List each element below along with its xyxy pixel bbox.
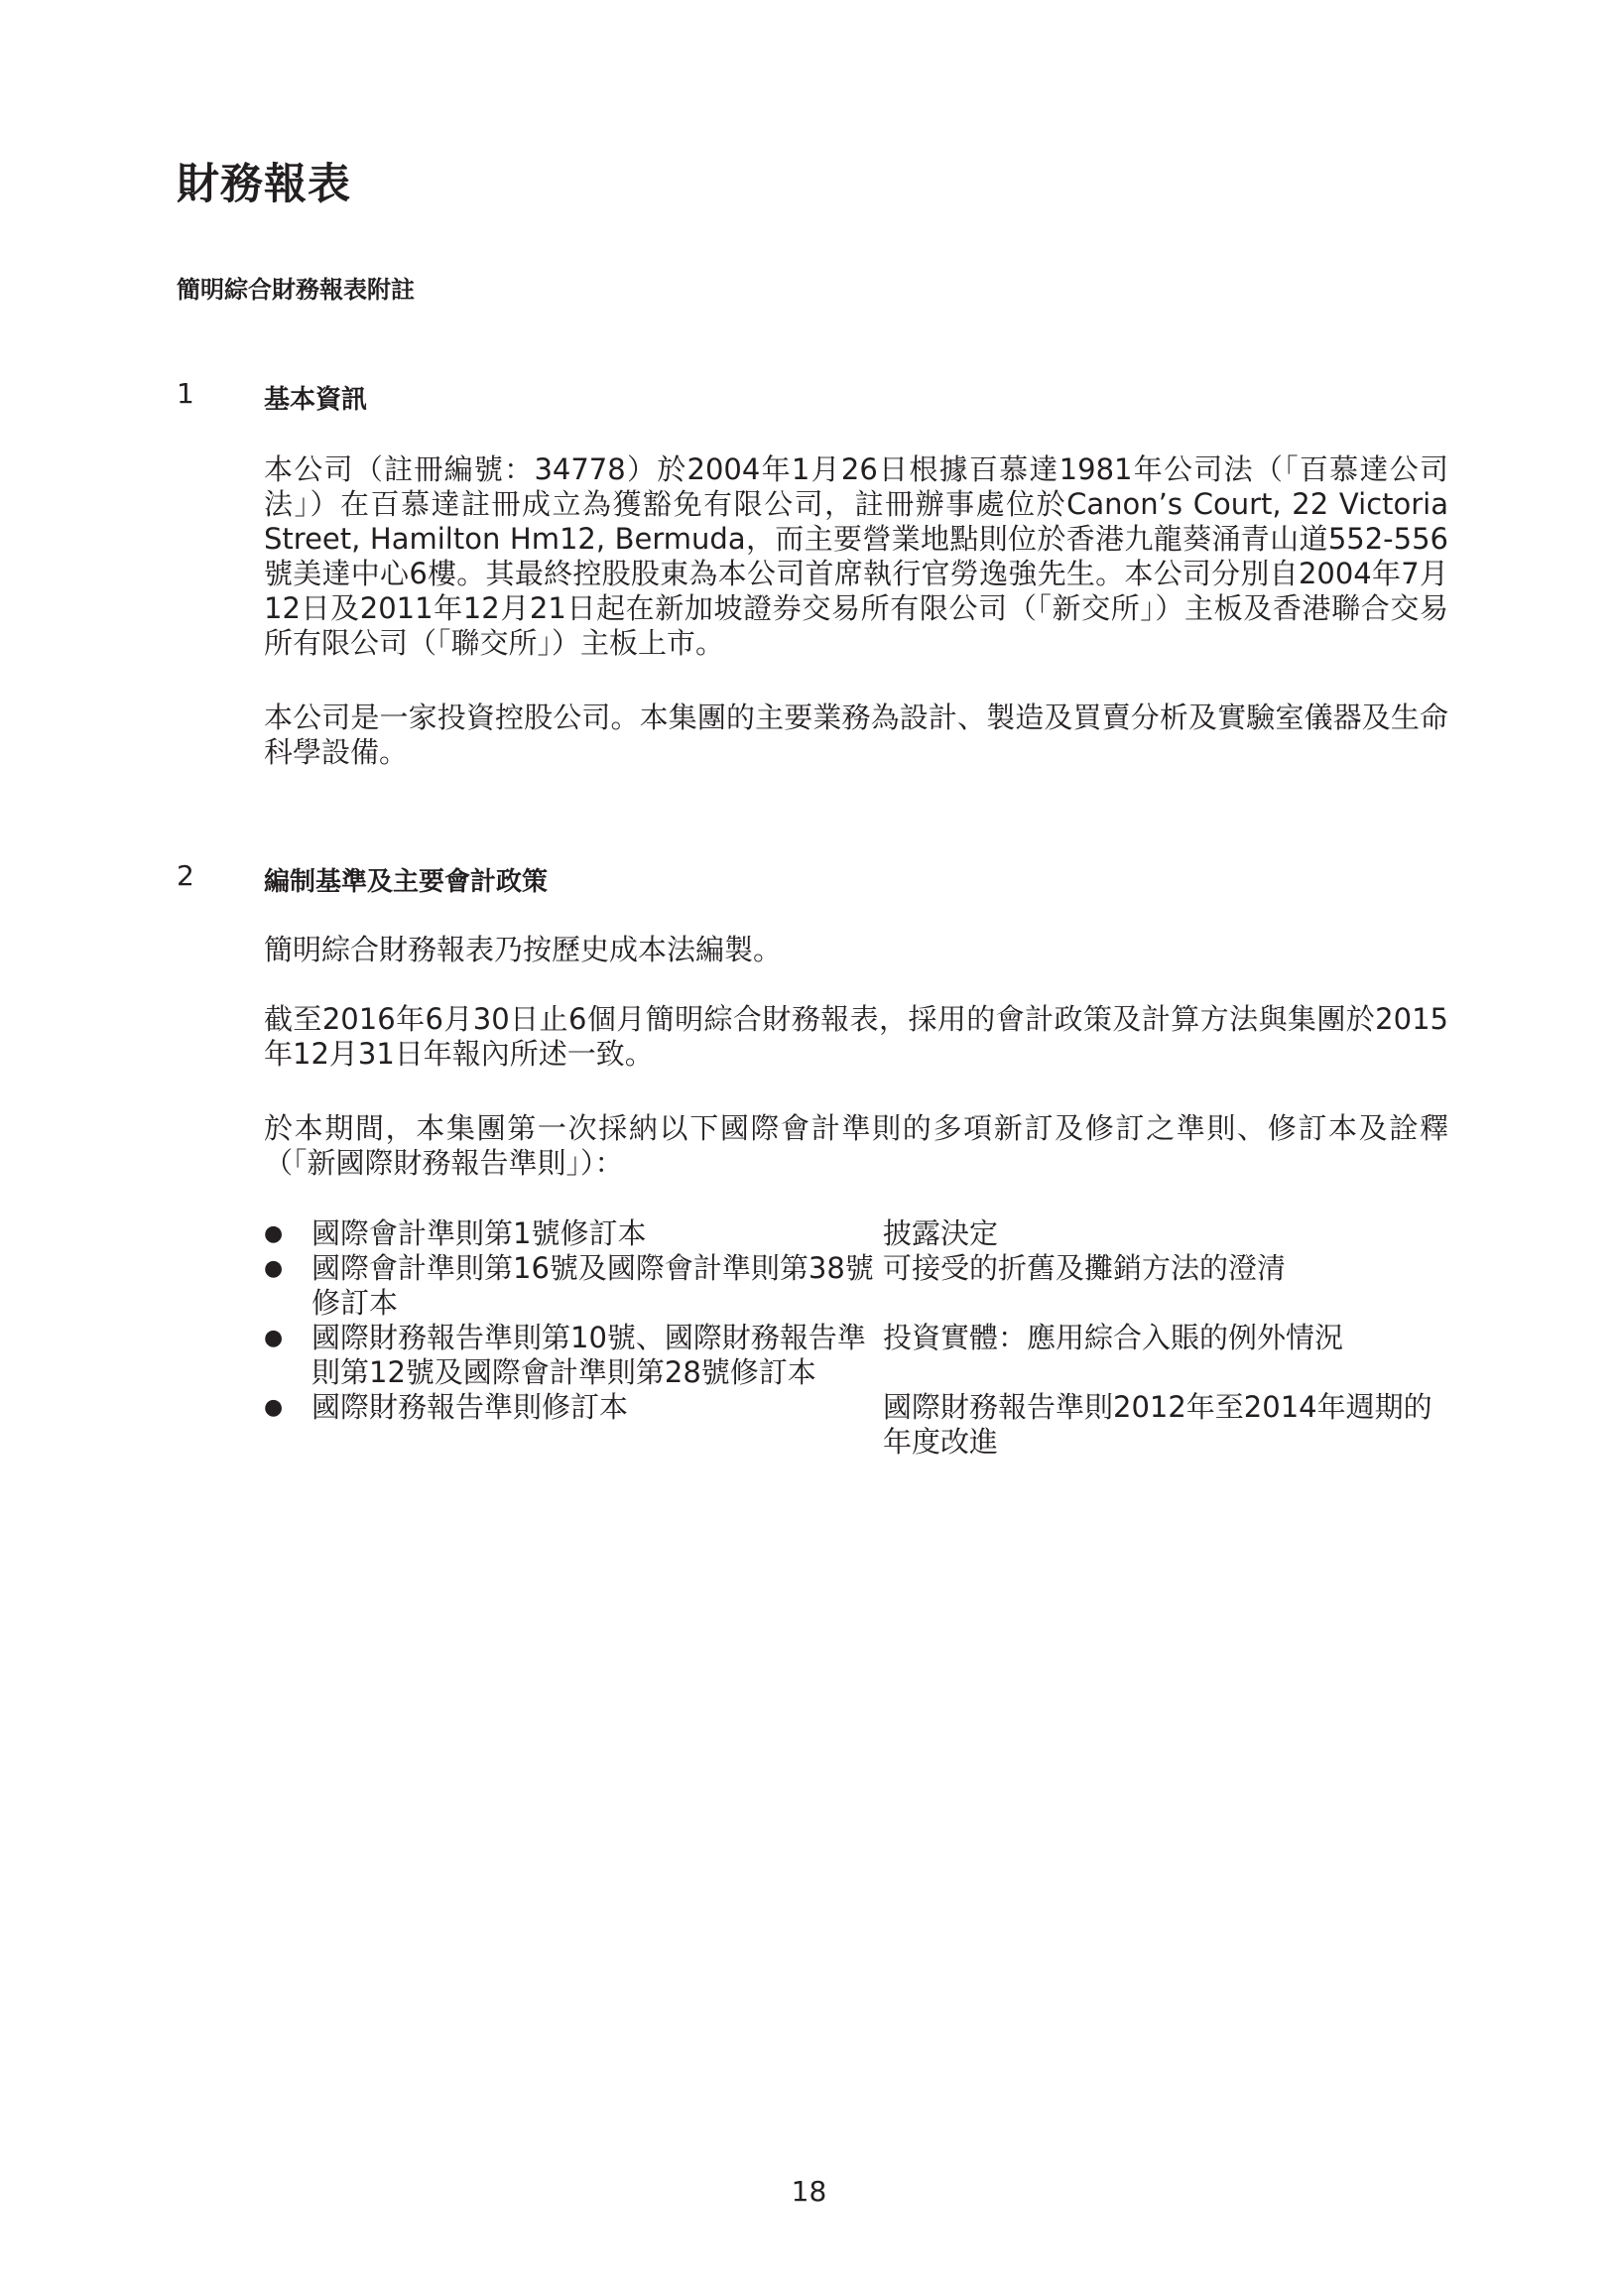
standard-name: 國際會計準則第1號修訂本 <box>311 1216 647 1250</box>
bullet-icon: ● <box>264 1326 284 1350</box>
standard-description: 披露決定 <box>883 1216 999 1250</box>
list-item <box>264 1216 1454 1251</box>
new-standards-list <box>264 1216 1454 1460</box>
bullet-icon: ● <box>264 1256 284 1281</box>
section-1-heading: 基本資訊 <box>264 385 368 415</box>
list-item <box>264 1321 1454 1390</box>
section-1-paragraph-1: 本公司（註冊編號：34778）於2004年1月26日根據百慕達1981年公司法（「百慕達公司法」）在百慕達註冊成立為獲豁免有限公司，註冊辦事處位於Canon’s Court, 22 Victoria Street, Hamilton Hm12, Bermuda，而主要營業地點則位於香港九龍葵涌青山道552-556號美達中心6樓。其最終控股股東為本公司首席執行官勞逸強先生。本公司分別自2004年7月12日及2011年12月21日起在新加坡證券交易所有限公司（「新交所」）主板及香港聯合交易所有限公司（「聯交所」）主板上市。 <box>264 452 1448 660</box>
list-item <box>264 1390 1454 1460</box>
standard-name: 國際會計準則第16號及國際會計準則第38號修訂本 <box>311 1251 874 1320</box>
standard-name: 國際財務報告準則第10號、國際財務報告準則第12號及國際會計準則第28號修訂本 <box>311 1321 866 1389</box>
page-title: 財務報表 <box>177 160 351 209</box>
bullet-icon: ● <box>264 1221 284 1246</box>
page-number: 18 <box>791 2175 827 2208</box>
bullet-icon: ● <box>264 1395 284 1420</box>
standard-description: 國際財務報告準則2012年至2014年週期的年度改進 <box>883 1390 1432 1459</box>
list-item <box>264 1251 1454 1321</box>
section-2-heading: 編制基準及主要會計政策 <box>264 867 549 897</box>
section-1-number: 1 <box>177 377 194 410</box>
standard-description: 可接受的折舊及攤銷方法的澄清 <box>883 1251 1287 1285</box>
section-2-number: 2 <box>177 859 194 892</box>
section-1-paragraph-2: 本公司是一家投資控股公司。本集團的主要業務為設計、製造及買賣分析及實驗室儀器及生命科學設備。 <box>264 701 1448 769</box>
section-2-paragraph-3: 於本期間，本集團第一次採納以下國際會計準則的多項新訂及修訂之準則、修訂本及詮釋（「新國際財務報告準則」）： <box>264 1111 1448 1180</box>
section-2-paragraph-1: 簡明綜合財務報表乃按歷史成本法編製。 <box>264 933 783 966</box>
page-subtitle: 簡明綜合財務報表附註 <box>177 276 415 304</box>
section-2-paragraph-2: 截至2016年6月30日止6個月簡明綜合財務報表，採用的會計政策及計算方法與集團於2015年12月31日年報內所述一致。 <box>264 1002 1448 1071</box>
standard-description: 投資實體：應用綜合入賬的例外情況 <box>883 1321 1344 1354</box>
standard-name: 國際財務報告準則修訂本 <box>311 1390 629 1424</box>
